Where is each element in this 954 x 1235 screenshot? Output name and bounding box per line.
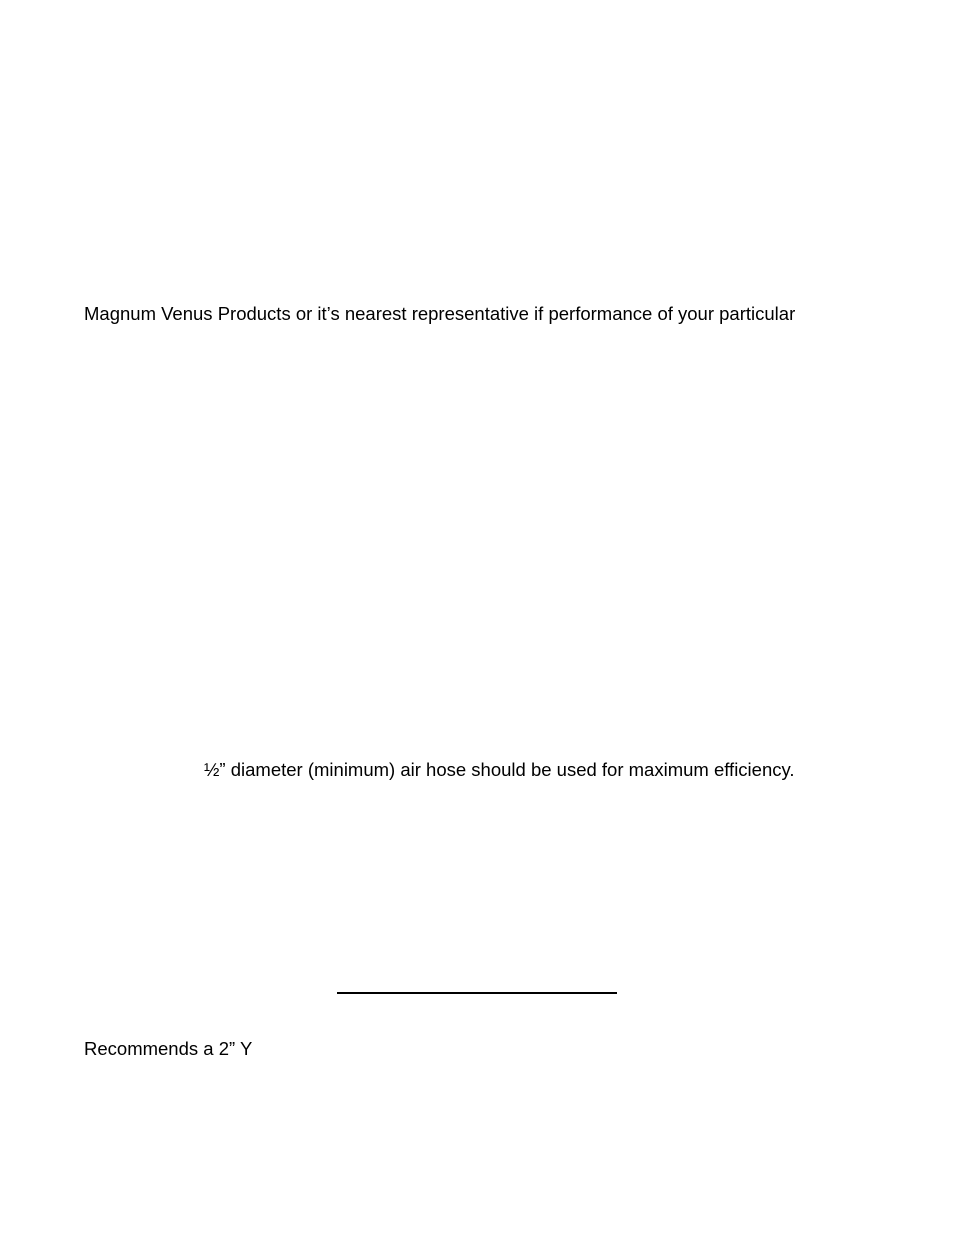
underline-rule — [337, 992, 617, 994]
text-line-air-hose: ½” diameter (minimum) air hose should be used for maximum efficiency. — [204, 759, 795, 780]
text-line-representative: Magnum Venus Products or it’s nearest representative if performance of your particular — [84, 303, 796, 324]
text-line-recommends: Recommends a 2” Y — [84, 1038, 253, 1059]
